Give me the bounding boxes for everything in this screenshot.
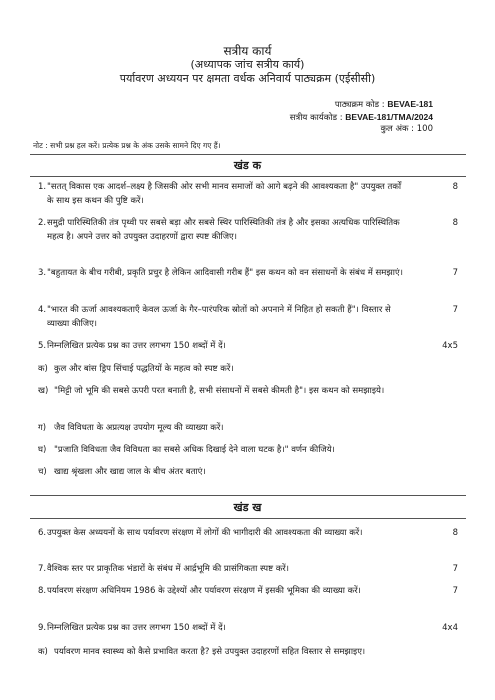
question-text: "सतत् विकास एक आदर्श–लक्ष्य है जिसकी ओर सभी मानव समाजों को आगे बढ़ने की आवश्यकता है" उपयुक्त तर्कों के साथ इस कथन की पुष्टि करें।	[47, 182, 402, 206]
question-text: "बहुतायत के बीच गरीबी, प्रकृति प्रचुर है लेकिन आदिवासी गरीब हैं" इस कथन को वन संसाधनों के संबंध में समझाएं।	[47, 268, 403, 278]
subpart-text: खाद्य श्रृंखला और खाद्य जाल के बीच अंतर बताएं।	[54, 467, 206, 477]
question-marks: 7	[452, 586, 458, 596]
doc-title: सत्रीय कार्य	[223, 44, 272, 58]
question-8	[38, 584, 406, 598]
total-marks-value: 100	[416, 124, 433, 134]
question-text: निम्नलिखित प्रत्येक प्रश्न का उत्तर लगभग 150 शब्दों में दें।	[47, 623, 226, 633]
subpart-label: च)	[38, 467, 47, 477]
question-number: 8.	[38, 586, 47, 596]
question-number: 7.	[38, 564, 47, 574]
question-text: उपयुक्त केस अध्ययनों के साथ पर्यावरण संरक्षण में लोगों की भागीदारी की आवश्यकता की व्याख्या करें।	[47, 528, 363, 538]
question-marks: 8	[452, 182, 458, 192]
subpart-text: "मिट्टी जो भूमि की सबसे ऊपरी परत बनाती है, सभी संसाधनों में सबसे कीमती है"। इस कथन को समझाइये।	[54, 386, 385, 396]
question-number: 2.	[38, 218, 47, 228]
question-text: "भारत की ऊर्जा आवश्यकताएँ केवल ऊर्जा के गैर–पारंपरिक स्रोतों को अपनाने में निहित हो सकती हैं"। विस्तार से व्याख्या कीजिए।	[47, 305, 391, 329]
question-6	[38, 526, 406, 540]
divider	[30, 518, 466, 519]
subpart-ka	[38, 362, 458, 376]
subpart-ga	[38, 421, 458, 435]
section-a-heading: खंड क	[233, 159, 262, 172]
subpart-gha	[38, 443, 458, 457]
doc-subtitle: (अध्यापक जांच सत्रीय कार्य)	[190, 58, 305, 71]
assignment-code-label: सत्रीय कार्यकोड :	[289, 113, 343, 123]
subpart-label: क)	[38, 364, 48, 374]
question-text: निम्नलिखित प्रत्येक प्रश्न का उत्तर लगभग 150 शब्दों में दें।	[47, 341, 226, 351]
question-marks: 7	[452, 268, 458, 278]
subpart-kha	[38, 384, 458, 398]
total-marks-label: कुल अंक :	[380, 124, 415, 134]
question-number: 5.	[38, 341, 47, 351]
question-text: पर्यावरण संरक्षण अधिनियम 1986 के उद्देश्यों और पर्यावरण संरक्षण में इसकी भूमिका की व्याख्या करें।	[47, 586, 361, 596]
subpart-label: घ)	[38, 445, 47, 455]
subpart-label: ग)	[38, 423, 47, 433]
question-marks: 8	[452, 218, 458, 228]
question-number: 1.	[38, 182, 47, 192]
question-text: वैश्विक स्तर पर प्राकृतिक भंडारों के संबंध में आर्द्रभूमि की प्रासंगिकता स्पष्ट करें।	[47, 564, 289, 574]
total-marks-line	[380, 123, 433, 135]
instruction-note: नोट : सभी प्रश्न हल करें। प्रत्येक प्रश्न के अंक उसके सामने दिए गए हैं।	[33, 141, 221, 150]
question-marks: 7	[452, 564, 458, 574]
assignment-code-value: BEVAE-181/TMA/2024	[345, 112, 433, 122]
subpart-text: कुल और बांस ड्रिप सिंचाई पद्धतियों के महत्व को स्पष्ट करें।	[54, 364, 234, 374]
course-code-label: पाठ्यक्रम कोड :	[334, 100, 385, 110]
course-title: पर्यावरण अध्ययन पर क्षमता वर्धक अनिवार्य पाठ्यक्रम (एईसीसी)	[119, 72, 376, 85]
question-number: 3.	[38, 268, 47, 278]
subpart-text: पर्यावरण मानव स्वास्थ्य को कैसे प्रभावित करता है? इसे उपयुक्त उदाहरणों सहित विस्तार से समझाइए।	[54, 647, 366, 657]
subpart-ka-b	[38, 645, 458, 659]
course-code-line	[335, 98, 433, 111]
question-5	[38, 339, 406, 353]
question-number: 6.	[38, 528, 47, 538]
question-2	[38, 216, 406, 244]
question-marks: 4x4	[442, 623, 458, 633]
question-marks: 4x5	[442, 341, 458, 351]
divider	[30, 176, 466, 177]
course-code-value: BEVAE-181	[387, 99, 433, 109]
divider	[30, 495, 466, 496]
question-3	[38, 266, 406, 280]
subpart-label: क)	[38, 647, 48, 657]
question-number: 4.	[38, 305, 47, 315]
subpart-cha	[38, 465, 458, 479]
question-text: समुद्री पारिस्थितिकी तंत्र पृथ्वी पर सबसे बड़ा और सबसे स्थिर पारिस्थितिकी तंत्र है और इसका अत्यधिक पारिस्थितिक महत्व है। अपने उत्तर को उपयुक्त उदाहरणों द्वारा स्पष्ट कीजिए।	[47, 218, 400, 242]
question-9	[38, 621, 406, 635]
subpart-text: "प्रजाति विविधता जैव विविधता का सबसे अधिक दिखाई देने वाला घटक है।" वर्णन कीजिये।	[54, 445, 335, 455]
question-number: 9.	[38, 623, 47, 633]
question-marks: 7	[452, 305, 458, 315]
subpart-label: ख)	[38, 386, 49, 396]
question-1	[38, 180, 406, 208]
section-b-heading: खंड ख	[233, 501, 262, 514]
question-4	[38, 303, 406, 331]
divider	[30, 154, 466, 155]
question-marks: 8	[452, 528, 458, 538]
question-7	[38, 562, 406, 576]
subpart-text: जैव विविधता के अप्रत्यक्ष उपयोग मूल्य की व्याख्या करें।	[54, 423, 224, 433]
